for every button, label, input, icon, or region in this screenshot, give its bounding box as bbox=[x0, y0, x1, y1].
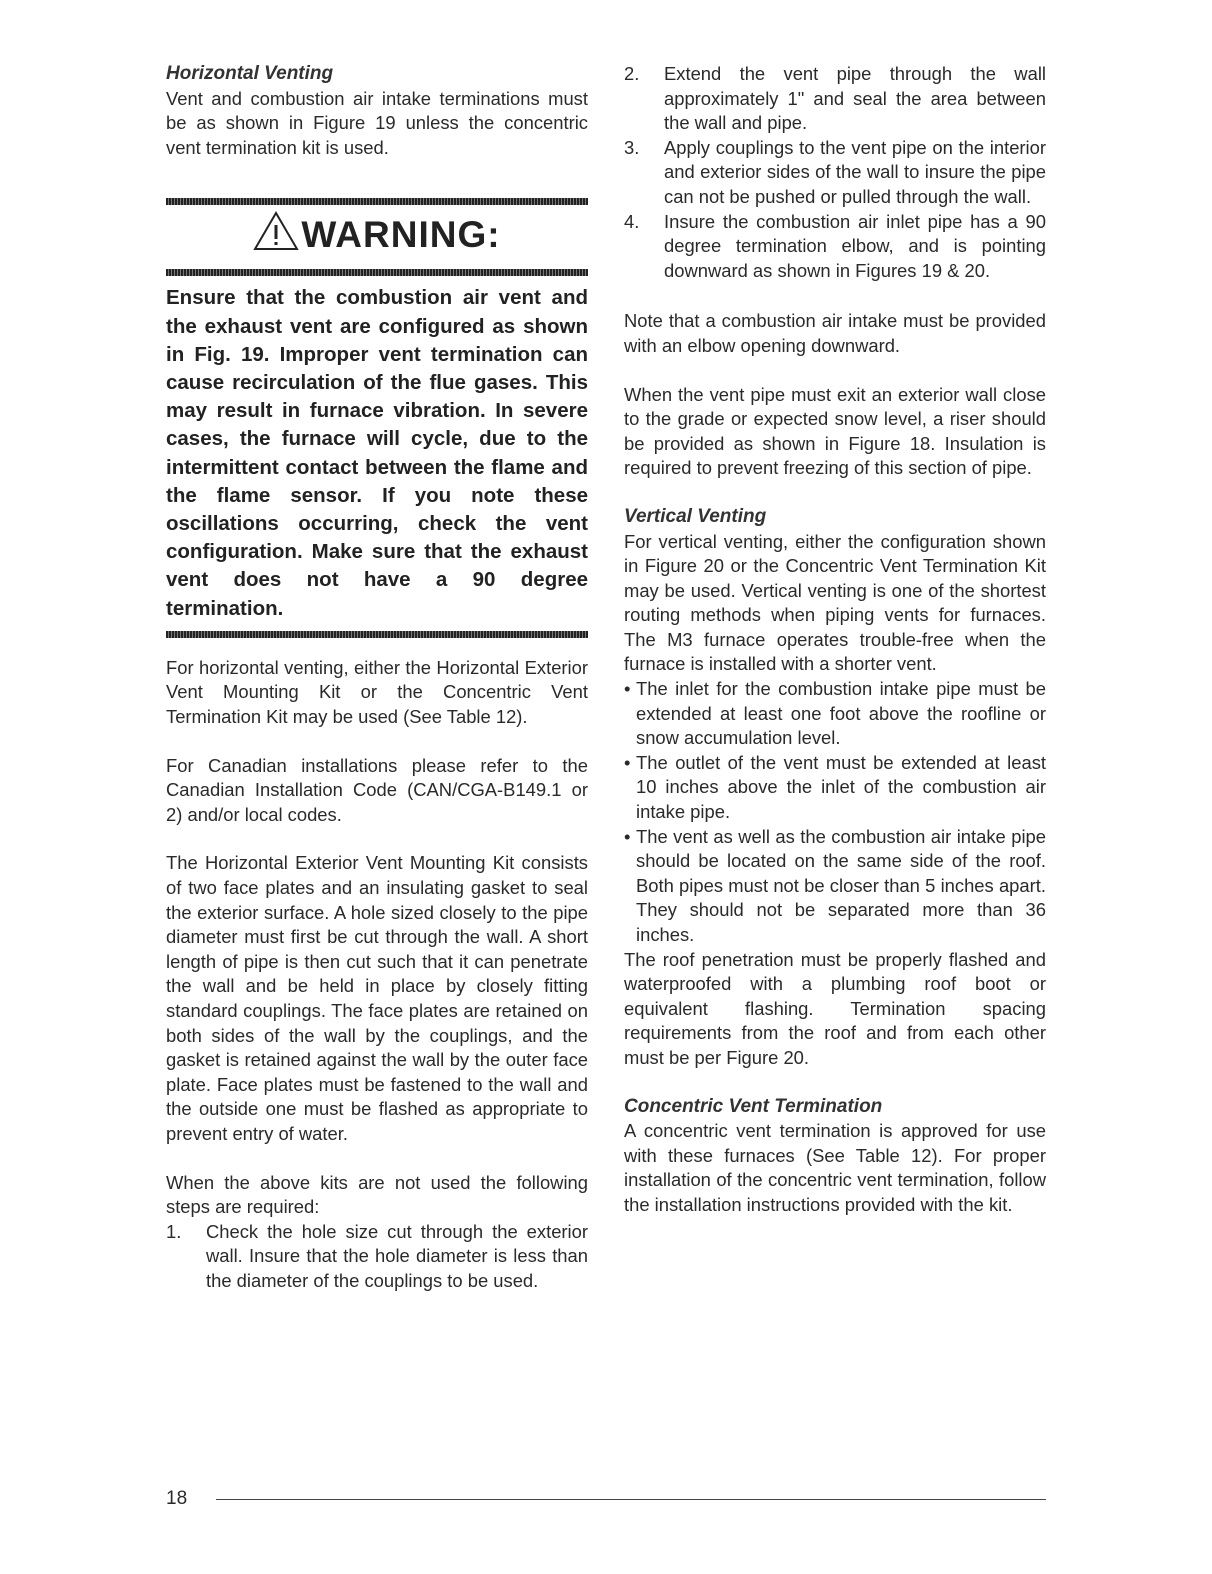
steps-list-left bbox=[166, 1220, 588, 1294]
concentric-vent-paragraph: A concentric vent termination is approved for use with these furnaces (See Table 12). For proper installation of the concentric vent termination, follow the installation instructions provided with the kit. bbox=[624, 1120, 1046, 1215]
mounting-kit-paragraph: The Horizontal Exterior Vent Mounting Kit consists of two face plates and an insulating gasket to seal the exterior surface. A hole sized closely to the pipe diameter must first be cut through the wall. A short length of pipe is then cut such that it can penetrate the wall and be held in place by closely fitting standard couplings. The face plates are retained on both sides of the wall by the couplings, and the gasket is retained against the wall by the outer face plate. Face plates must be fastened to the wall and the outside one must be flashed as appropriate to prevent entry of water. bbox=[166, 852, 588, 1144]
horizontal-kit-paragraph: For horizontal venting, either the Horizontal Exterior Vent Mounting Kit or the Concentric Vent Termination Kit may be used (See Table 12). bbox=[166, 656, 588, 727]
steps-intro-paragraph: When the above kits are not used the following steps are required: bbox=[166, 1171, 588, 1218]
vertical-venting-heading: Vertical Venting bbox=[624, 505, 767, 527]
page-number: 18 bbox=[166, 1488, 188, 1509]
step-number-3: 3. bbox=[624, 136, 640, 158]
roof-penetration-paragraph: The roof penetration must be properly flashed and waterproofed with a plumbing roof boot or equivalent flashing. Termination spacing requirements from the roof and from each other must be per Figure 20. bbox=[624, 948, 1046, 1068]
step-text-4: Insure the combustion air inlet pipe has a 90 degree termination elbow, and is pointing downward as shown in Figures 19 & 20. bbox=[664, 210, 1046, 281]
horizontal-intro-paragraph: Vent and combustion air intake terminations must be as shown in Figure 19 unless the concentric vent termination kit is used. bbox=[166, 87, 588, 158]
step-item-4 bbox=[624, 210, 1046, 284]
step-number-4: 4. bbox=[624, 210, 640, 232]
warning-bottom-rule bbox=[166, 631, 588, 638]
right-column bbox=[624, 62, 1046, 1218]
riser-paragraph: When the vent pipe must exit an exterior wall close to the grade or expected snow level, a riser should be provided as shown in Figure 18. Insulation is required to prevent freezing of this section of pipe. bbox=[624, 383, 1046, 479]
vertical-requirements-list bbox=[624, 677, 1046, 948]
bullet-text-3: The vent as well as the combustion air intake pipe should be located on the same side of the roof. Both pipes must not be closer than 5 inches apart. They should not be separated more than 36 inches. bbox=[636, 825, 1046, 945]
bullet-mark: • bbox=[624, 825, 631, 847]
warning-title: WARNING: bbox=[301, 214, 501, 256]
elbow-note-paragraph: Note that a combustion air intake must be provided with an elbow opening downward. bbox=[624, 310, 1046, 356]
bullet-item-1 bbox=[624, 677, 1046, 751]
step-text-2: Extend the vent pipe through the wall approximately 1" and seal the area between the wall and pipe. bbox=[664, 63, 1046, 134]
bullet-item-2 bbox=[624, 751, 1046, 825]
step-item-2 bbox=[624, 62, 1046, 136]
page-footer bbox=[166, 1484, 1046, 1514]
bullet-text-1: The inlet for the combustion intake pipe must be extended at least one foot above the roofline or snow accumulation level. bbox=[636, 678, 1046, 749]
bullet-text-2: The outlet of the vent must be extended at least 10 inches above the inlet of the combustion air intake pipe. bbox=[636, 751, 1046, 823]
warning-box bbox=[166, 198, 588, 637]
step-number-2: 2. bbox=[624, 63, 640, 84]
bullet-item-3 bbox=[624, 825, 1046, 948]
step-item-3 bbox=[624, 136, 1046, 210]
warning-top-rule bbox=[166, 198, 588, 205]
left-column bbox=[166, 62, 588, 1293]
warning-text: Ensure that the combustion air vent and the exhaust vent are configured as shown in Fig. 19. Improper vent termination can cause recirculation of the flue gases. This may result in furnace vibration. In severe cases, the furnace will cycle, due to the intermittent contact between the flame and the flame sensor. If you note these oscillations occurring, check the vent configuration. Make sure that the exhaust vent does not have a 90 degree termination. bbox=[166, 286, 588, 620]
step-item-1 bbox=[166, 1220, 588, 1294]
vertical-intro-paragraph: For vertical venting, either the configuration shown in Figure 20 or the Concentric Vent Termination Kit may be used. Vertical venting is one of the shortest routing methods when piping vents for furnaces. The M3 furnace operates trouble-free when the furnace is installed with a shorter vent. bbox=[624, 530, 1046, 675]
horizontal-venting-heading: Horizontal Venting bbox=[166, 63, 334, 84]
step-text-3: Apply couplings to the vent pipe on the interior and exterior sides of the wall to insure the pipe can not be pushed or pulled through the wall. bbox=[664, 136, 1046, 207]
step-number-1: 1. bbox=[166, 1220, 182, 1242]
warning-header bbox=[166, 205, 588, 269]
concentric-vent-heading: Concentric Vent Termination bbox=[624, 1095, 883, 1117]
warning-mid-rule bbox=[166, 269, 588, 276]
bullet-mark: • bbox=[624, 751, 631, 773]
footer-rule bbox=[216, 1499, 1046, 1500]
canadian-installations-paragraph: For Canadian installations please refer to the Canadian Installation Code (CAN/CGA-B149.1 or 2) and/or local codes. bbox=[166, 754, 588, 825]
steps-list-right bbox=[624, 62, 1046, 283]
warning-triangle-icon bbox=[253, 211, 299, 251]
bullet-mark: • bbox=[624, 678, 631, 700]
step-text-1: Check the hole size cut through the exterior wall. Insure that the hole diameter is less than the diameter of the couplings to be used. bbox=[206, 1220, 588, 1291]
